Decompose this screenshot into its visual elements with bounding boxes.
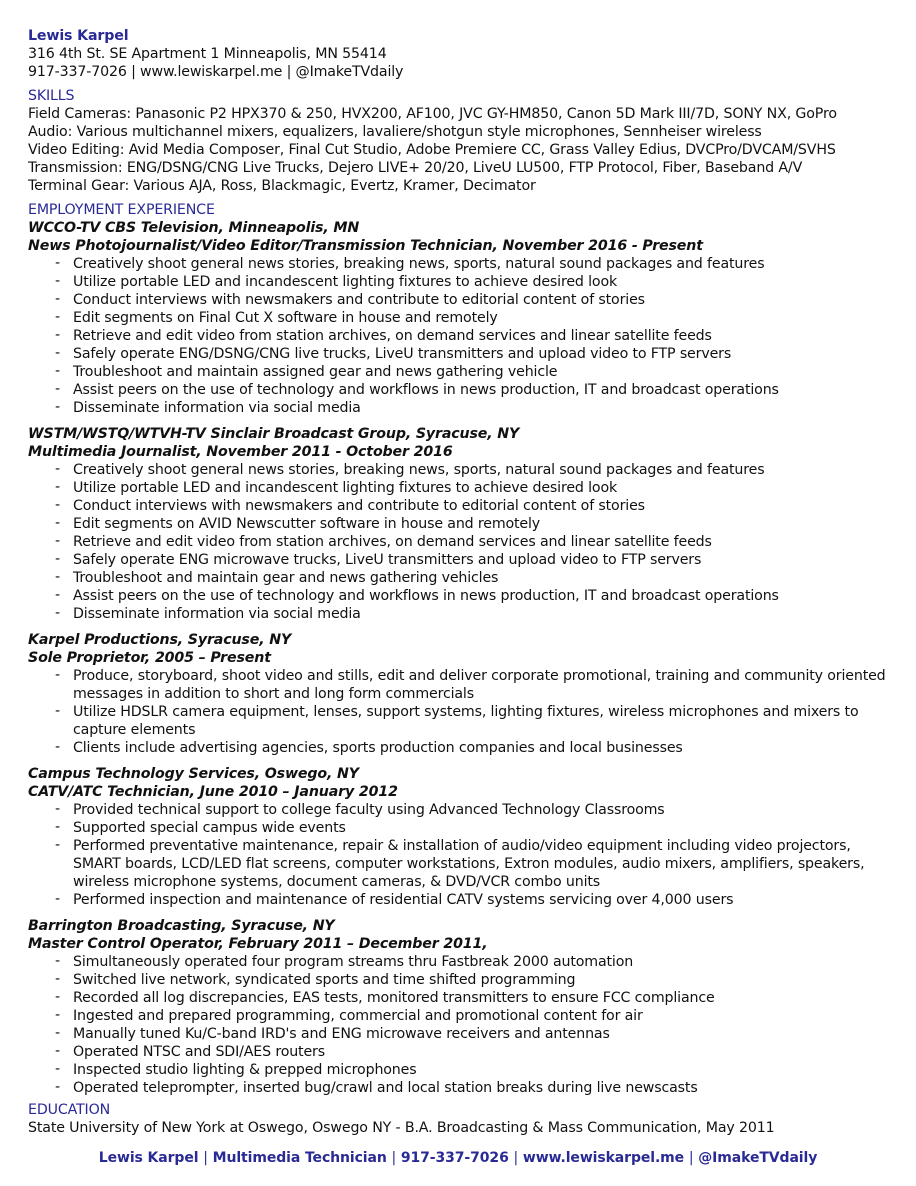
education-section <box>28 1101 898 1137</box>
footer-separator: | <box>688 1150 694 1166</box>
job-entry <box>28 765 898 909</box>
applicant-name: Lewis Karpel <box>28 28 129 44</box>
job-role: News Photojournalist/Video Editor/Transmission Technician, November 2016 - Present <box>28 238 703 254</box>
footer-separator: | <box>203 1150 208 1166</box>
duty-item: - Recorded all log discrepancies, EAS tests, monitored transmitters to ensure FCC compliance <box>28 989 898 1007</box>
duty-item: - Troubleshoot and maintain assigned gear and news gathering vehicle <box>28 363 898 381</box>
duty-item: - Provided technical support to college faculty using Advanced Technology Classrooms <box>28 801 898 819</box>
job-company: WSTM/WSTQ/WTVH-TV Sinclair Broadcast Group, Syracuse, NY <box>28 426 520 442</box>
job-company: Karpel Productions, Syracuse, NY <box>28 632 292 648</box>
duty-item: - Operated NTSC and SDI/AES routers <box>28 1043 898 1061</box>
education-heading: EDUCATION <box>28 1102 111 1118</box>
duty-item: - Clients include advertising agencies, sports production companies and local businesses <box>28 739 898 757</box>
job-role: Master Control Operator, February 2011 – December 2011, <box>28 936 488 952</box>
duty-item: - Disseminate information via social media <box>28 605 898 623</box>
job-entry <box>28 425 898 623</box>
job-company: Barrington Broadcasting, Syracuse, NY <box>28 918 335 934</box>
skill-line: Field Cameras: Panasonic P2 HPX370 & 250, HVX200, AF100, JVC GY-HM850, Canon 5D Mark III/7D, SONY NX, GoPro <box>28 106 837 122</box>
duty-item: - Creatively shoot general news stories, breaking news, sports, natural sound packages and features <box>28 255 898 273</box>
duty-item: - Safely operate ENG microwave trucks, LiveU transmitters and upload video to FTP servers <box>28 551 898 569</box>
duty-item: - Inspected studio lighting & prepped microphones <box>28 1061 898 1079</box>
skills-section <box>28 87 898 195</box>
duty-item: - Performed inspection and maintenance of residential CATV systems servicing over 4,000 users <box>28 891 898 909</box>
duty-item: - Safely operate ENG/DSNG/CNG live trucks, LiveU transmitters and upload video to FTP servers <box>28 345 898 363</box>
duty-item: - Conduct interviews with newsmakers and contribute to editorial content of stories <box>28 497 898 515</box>
job-entry <box>28 631 898 757</box>
skill-line: Audio: Various multichannel mixers, equalizers, lavaliere/shotgun style microphones, Sennheiser wireless <box>28 124 762 140</box>
job-role: Multimedia Journalist, November 2011 - October 2016 <box>28 444 453 460</box>
duty-item: - Utilize portable LED and incandescent lighting fixtures to achieve desired look <box>28 273 898 291</box>
duty-item: - Retrieve and edit video from station archives, on demand services and linear satellite feeds <box>28 327 898 345</box>
job-role: CATV/ATC Technician, June 2010 – January 2012 <box>28 784 398 800</box>
duty-item: - Switched live network, syndicated sports and time shifted programming <box>28 971 898 989</box>
footer-separator: | <box>391 1150 397 1166</box>
duty-item: - Retrieve and edit video from station archives, on demand services and linear satellite feeds <box>28 533 898 551</box>
footer-phone: 917-337-7026 <box>400 1150 509 1166</box>
duty-item: - Conduct interviews with newsmakers and contribute to editorial content of stories <box>28 291 898 309</box>
applicant-contact: 917-337-7026 | www.lewiskarpel.me | @ImakeTVdaily <box>28 64 404 80</box>
resume-header <box>28 27 898 81</box>
education-line: State University of New York at Oswego, Oswego NY - B.A. Broadcasting & Mass Communication, May 2011 <box>28 1120 775 1136</box>
duty-item: - Creatively shoot general news stories, breaking news, sports, natural sound packages and features <box>28 461 898 479</box>
job-duties <box>28 801 898 909</box>
job-company: WCCO-TV CBS Television, Minneapolis, MN <box>28 220 360 236</box>
footer-separator: | <box>513 1150 519 1166</box>
resume-footer <box>0 1150 916 1166</box>
footer-title: Multimedia Technician <box>212 1150 387 1166</box>
duty-item: - Simultaneously operated four program streams thru Fastbreak 2000 automation <box>28 953 898 971</box>
duty-item: - Edit segments on Final Cut X software in house and remotely <box>28 309 898 327</box>
job-company: Campus Technology Services, Oswego, NY <box>28 766 359 782</box>
duty-item: - Produce, storyboard, shoot video and stills, edit and deliver corporate promotional, training and community oriented messages in addition to short and long form commercials <box>28 667 898 703</box>
applicant-address: 316 4th St. SE Apartment 1 Minneapolis, MN 55414 <box>28 46 387 62</box>
job-duties <box>28 255 898 417</box>
employment-heading: EMPLOYMENT EXPERIENCE <box>28 202 215 218</box>
duty-item: - Ingested and prepared programming, commercial and promotional content for air <box>28 1007 898 1025</box>
duty-item: - Supported special campus wide events <box>28 819 898 837</box>
job-entry <box>28 219 898 417</box>
duty-item: - Utilize portable LED and incandescent lighting fixtures to achieve desired look <box>28 479 898 497</box>
duty-item: - Assist peers on the use of technology and workflows in news production, IT and broadcast operations <box>28 587 898 605</box>
duty-item: - Performed preventative maintenance, repair & installation of audio/video equipment including video projectors, SMART boards, LCD/LED flat screens, computer workstations, Extron modules, audio mixers, amplifiers, speakers, wireless microphone systems, document cameras, & DVD/VCR combo units <box>28 837 898 891</box>
footer-name: Lewis Karpel <box>98 1150 199 1166</box>
job-role: Sole Proprietor, 2005 – Present <box>28 650 271 666</box>
duty-item: - Manually tuned Ku/C-band IRD's and ENG microwave receivers and antennas <box>28 1025 898 1043</box>
skills-heading: SKILLS <box>28 88 75 104</box>
footer-handle: @ImakeTVdaily <box>698 1150 818 1166</box>
job-duties <box>28 953 898 1097</box>
job-entry <box>28 917 898 1097</box>
duty-item: - Troubleshoot and maintain gear and news gathering vehicles <box>28 569 898 587</box>
footer-website-link[interactable]: www.lewiskarpel.me <box>522 1150 685 1166</box>
skill-line: Transmission: ENG/DSNG/CNG Live Trucks, Dejero LIVE+ 20/20, LiveU LU500, FTP Protocol, Fiber, Baseband A/V <box>28 160 803 176</box>
duty-item: - Operated teleprompter, inserted bug/crawl and local station breaks during live newscasts <box>28 1079 898 1097</box>
skill-line: Video Editing: Avid Media Composer, Final Cut Studio, Adobe Premiere CC, Grass Valley Edius, DVCPro/DVCAM/SVHS <box>28 142 836 158</box>
duty-item: - Assist peers on the use of technology and workflows in news production, IT and broadcast operations <box>28 381 898 399</box>
resume-page <box>28 27 898 1137</box>
duty-item: - Edit segments on AVID Newscutter software in house and remotely <box>28 515 898 533</box>
job-duties <box>28 461 898 623</box>
employment-section <box>28 201 898 1097</box>
duty-item: - Utilize HDSLR camera equipment, lenses, support systems, lighting fixtures, wireless microphones and mixers to capture elements <box>28 703 898 739</box>
job-duties <box>28 667 898 757</box>
duty-item: - Disseminate information via social media <box>28 399 898 417</box>
skill-line: Terminal Gear: Various AJA, Ross, Blackmagic, Evertz, Kramer, Decimator <box>28 178 536 194</box>
